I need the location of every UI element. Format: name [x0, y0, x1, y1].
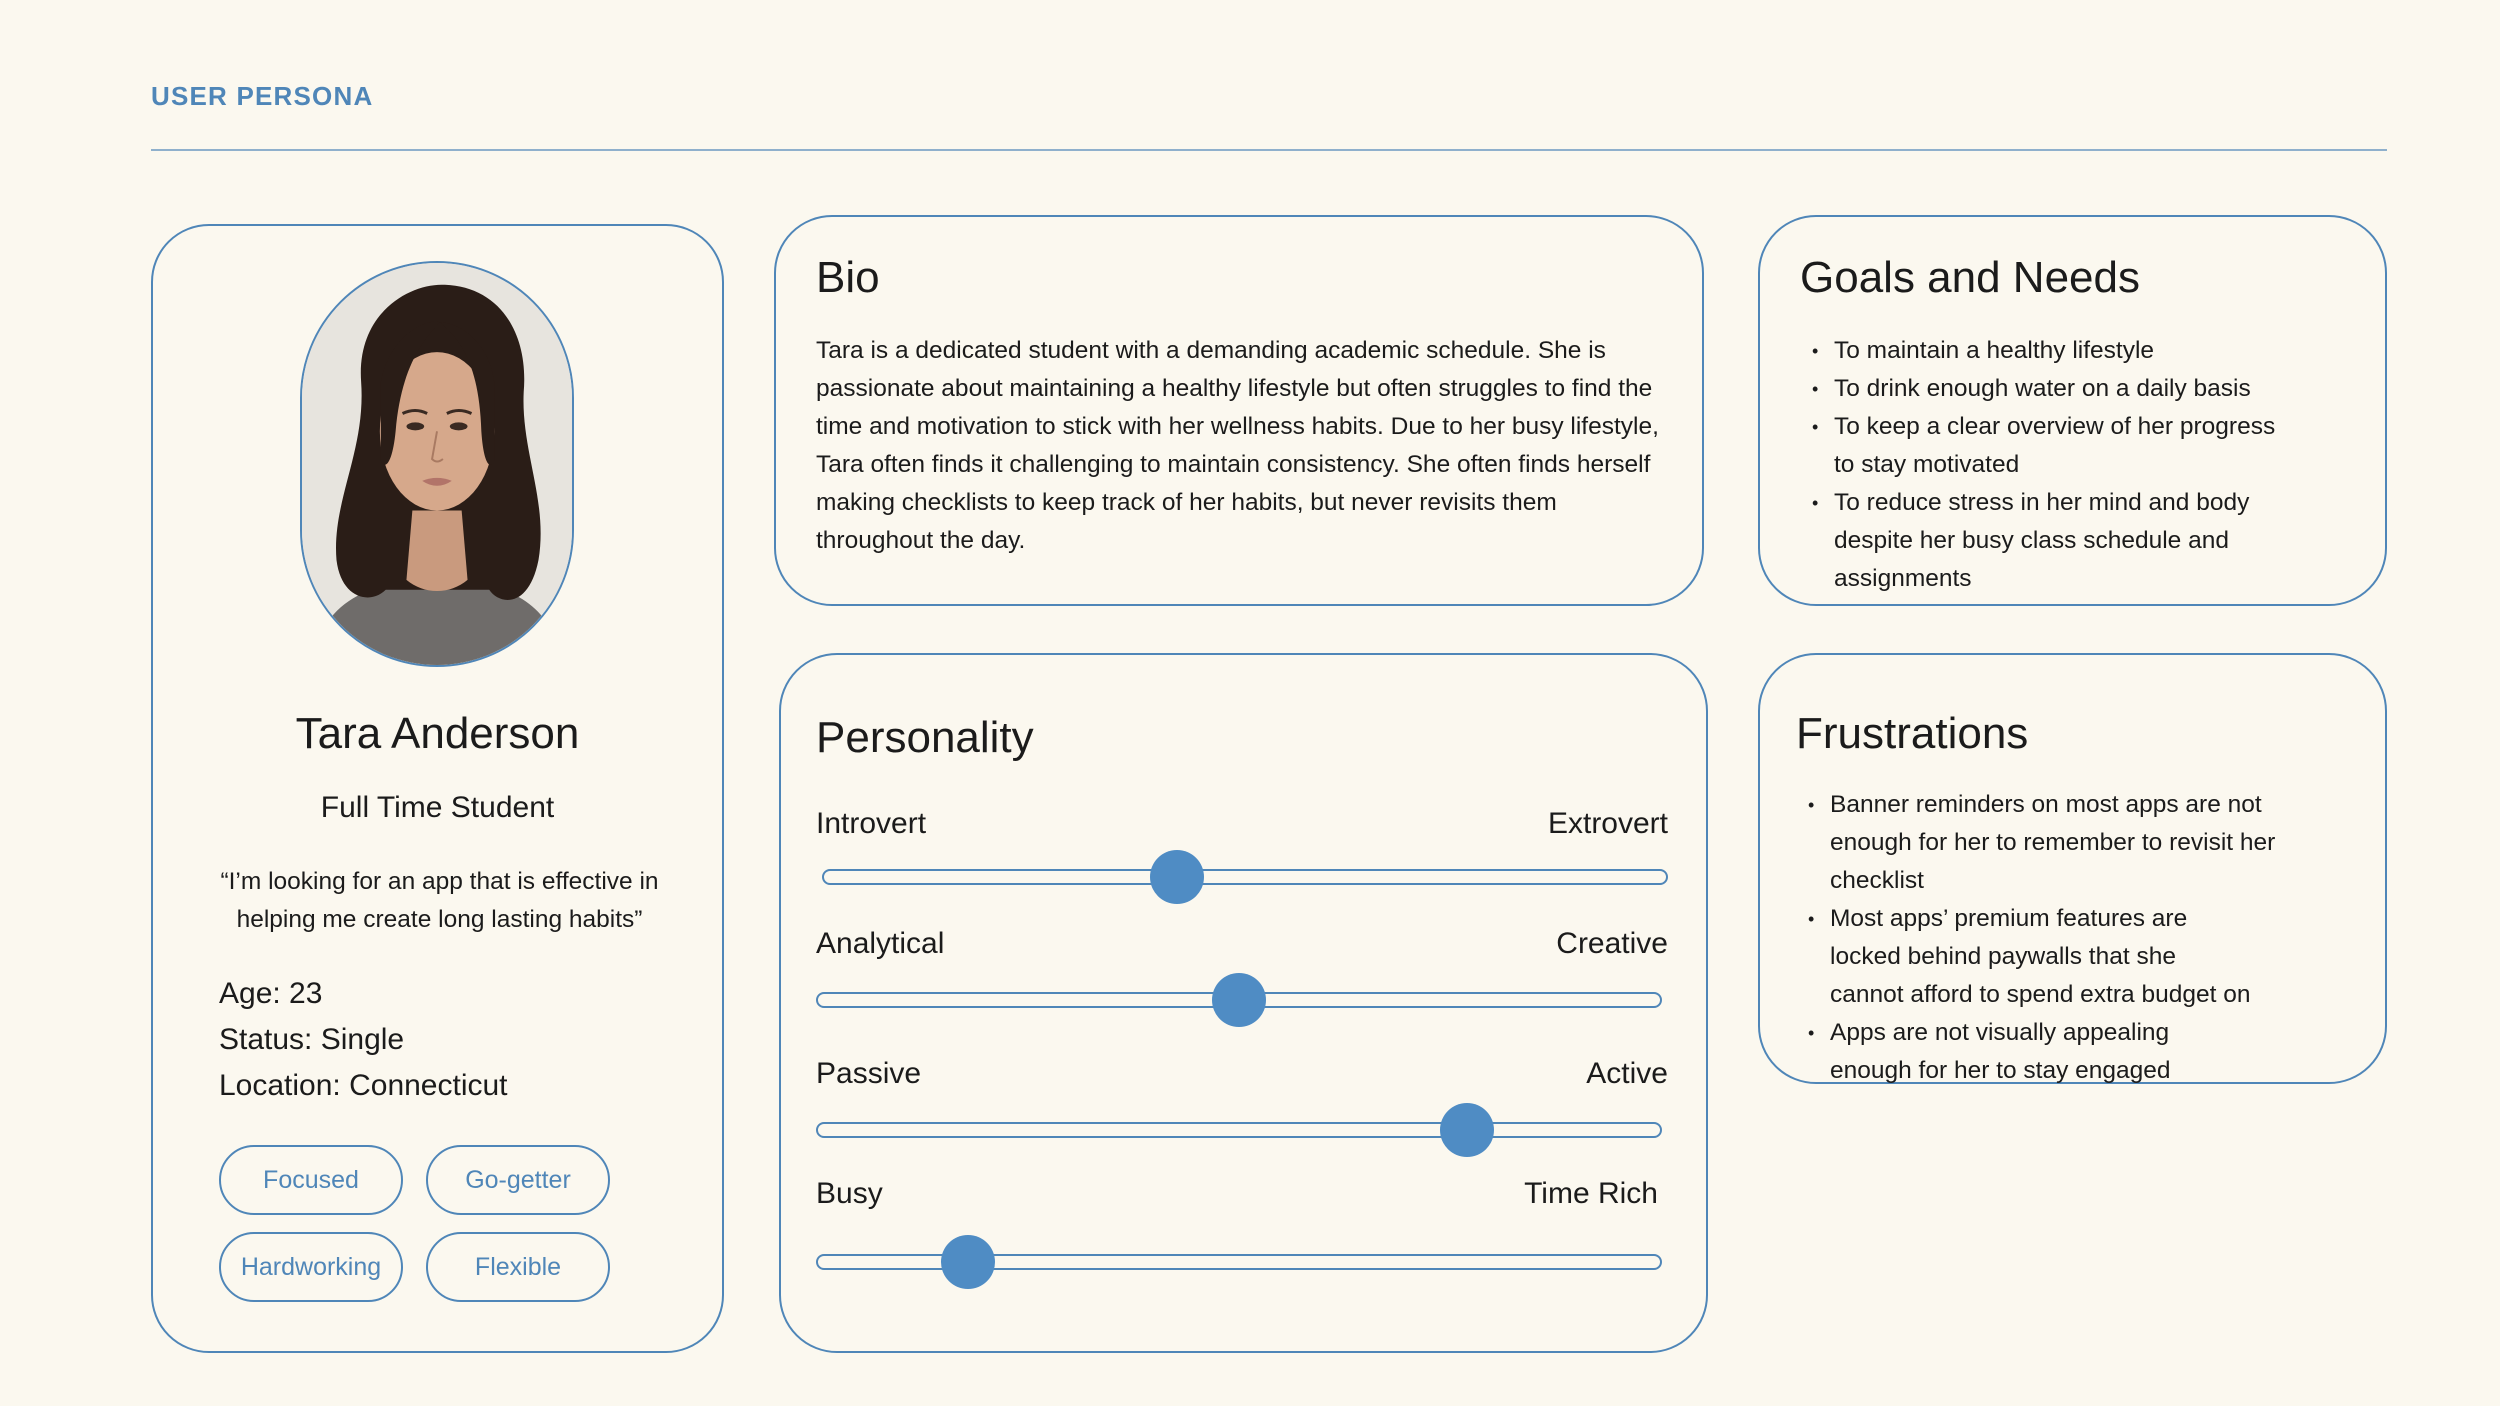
- goal-item: • To drink enough water on a daily basis: [1812, 370, 2367, 408]
- bio-line: Tara often finds it challenging to maintain consistency. She often finds herself: [816, 451, 1651, 478]
- persona-role: Full Time Student: [320, 791, 555, 824]
- personality-card: [779, 653, 1708, 1353]
- persona-name: Tara Anderson: [295, 709, 580, 758]
- avatar: [300, 261, 574, 667]
- goals-title: Goals and Needs: [1800, 253, 2140, 302]
- goal-item: • To maintain a healthy lifestyle: [1812, 332, 2367, 370]
- bio-text: [816, 332, 1676, 560]
- frustrations-card: [1758, 653, 2387, 1084]
- trait-left-label: Introvert: [816, 807, 927, 840]
- frustrations-title: Frustrations: [1796, 709, 2029, 758]
- bio-line: making checklists to keep track of her habits, but never revisits them: [816, 489, 1557, 516]
- goals-card: [1758, 215, 2387, 606]
- trait-right-label: Active: [1586, 1057, 1668, 1090]
- frustrations-list: [1808, 786, 2336, 1090]
- persona-status: Status: Single: [219, 1023, 405, 1056]
- slider-thumb-introvert-extrovert[interactable]: [1150, 850, 1204, 904]
- persona-header-label: USER PERSONA: [151, 81, 374, 111]
- goal-item: • To keep a clear overview of her progress to stay motivated: [1812, 408, 2367, 484]
- bio-line: Tara is a dedicated student with a demanding academic schedule. She is: [816, 337, 1606, 364]
- tag-hardworking: Hardworking: [219, 1232, 403, 1302]
- slider-thumb-analytical-creative[interactable]: [1212, 973, 1266, 1027]
- trait-left-label: Passive: [816, 1057, 922, 1090]
- bio-line: throughout the day.: [816, 527, 1026, 554]
- tag-go-getter: Go-getter: [426, 1145, 610, 1215]
- trait-right-label: Creative: [1556, 927, 1668, 960]
- slider-thumb-busy-timerich[interactable]: [941, 1235, 995, 1289]
- bio-line: passionate about maintaining a healthy lifestyle but often struggles to find the: [816, 375, 1653, 402]
- goal-item: • To reduce stress in her mind and body despite her busy class schedule and assignments: [1812, 484, 2367, 598]
- frustration-item: • Most apps’ premium features are locked behind paywalls that she cannot afford to spend extra budget on: [1808, 900, 2336, 1014]
- trait-left-label: Analytical: [816, 927, 945, 960]
- slider-thumb-passive-active[interactable]: [1440, 1103, 1494, 1157]
- bio-title: Bio: [816, 253, 880, 302]
- persona-age: Age: 23: [219, 977, 323, 1010]
- frustration-item: • Banner reminders on most apps are not enough for her to remember to revisit her checklist: [1808, 786, 2336, 900]
- tag-flexible: Flexible: [426, 1232, 610, 1302]
- persona-facts: [219, 971, 508, 1109]
- tag-focused: Focused: [219, 1145, 403, 1215]
- bio-card: [774, 215, 1704, 606]
- slider-passive-active: [816, 1122, 1662, 1138]
- frustration-item: • Apps are not visually appealing enough for her to stay engaged: [1808, 1014, 2336, 1090]
- slider-introvert-extrovert: [822, 869, 1668, 885]
- trait-right-label: Time Rich: [1524, 1177, 1658, 1210]
- avatar-portrait: [302, 263, 572, 665]
- profile-card: [151, 224, 724, 1353]
- goals-list: [1812, 332, 2367, 598]
- trait-left-label: Busy: [816, 1177, 883, 1210]
- persona-quote: “I’m looking for an app that is effective in helping me create long lasting habits”: [220, 868, 659, 933]
- bio-line: time and motivation to stick with her wellness habits. Due to her busy lifestyle,: [816, 413, 1659, 440]
- personality-title: Personality: [816, 713, 1034, 762]
- trait-right-label: Extrovert: [1547, 807, 1668, 840]
- header-divider: [151, 149, 2387, 151]
- persona-location: Location: Connecticut: [219, 1069, 508, 1102]
